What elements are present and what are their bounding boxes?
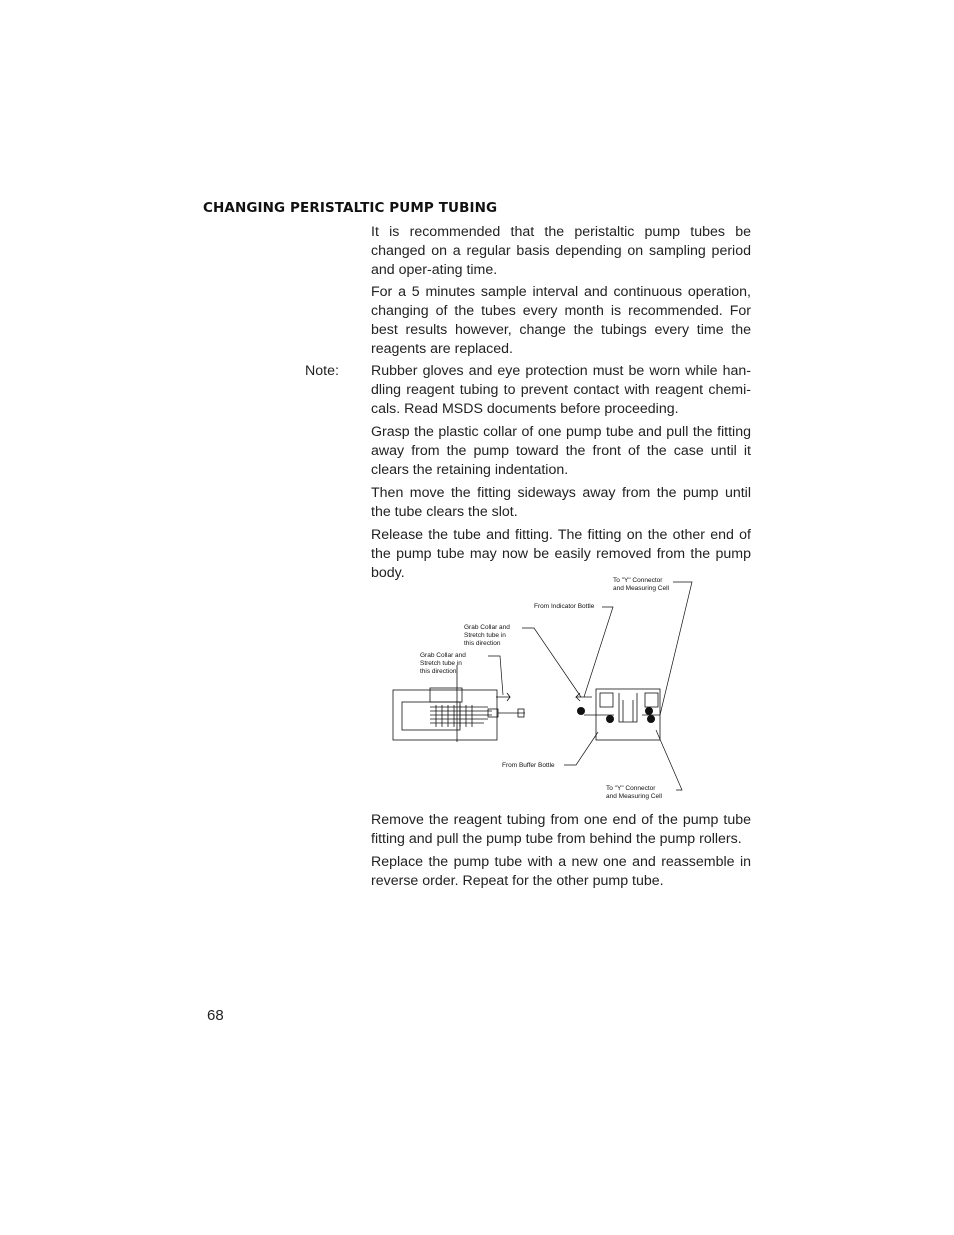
paragraph-remove-reagent-tubing: Remove the reagent tubing from one end of the pump tube fitting and pull the pump tube from behind the pump rollers. [371,812,751,847]
paragraph-interval: For a 5 minutes sample interval and continuous operation, changing of the tubes every month is recommended. For best results however, change the tubings every time the reagents are replaced. [371,284,751,357]
page-number: 68 [207,1007,224,1024]
label-grab-collar-upper-2: Stretch tube in [464,632,506,639]
label-grab-collar-upper-3: this direction [464,640,501,647]
paragraph-safety-note: Rubber gloves and eye protection must be worn while han-dling reagent tubing to prevent contact with reagent chemi-cals. Read MSDS documents before proceeding. [371,363,751,417]
label-from-buffer-bottle: From Buffer Bottle [502,762,555,769]
paragraph-grasp-collar: Grasp the plastic collar of one pump tube and pull the fitting away from the pump toward the front of the case until it clears the retaining indentation. [371,424,751,478]
paragraph-intro: It is recommended that the peristaltic pump tubes be changed on a regular basis depending on sampling period and oper-ating time. [371,224,751,278]
label-grab-collar-lower-3: this direction [420,668,457,675]
label-grab-collar-upper-1: Grab Collar and [464,624,510,631]
label-to-y-connector-bottom-1: To "Y" Connector [606,785,656,792]
leader-lines [488,582,692,790]
label-from-indicator-bottle: From Indicator Bottle [534,603,595,610]
pump-side-view [393,665,525,742]
paragraph-replace-pump-tube: Replace the pump tube with a new one and reassemble in reverse order. Repeat for the other pump tube. [371,854,751,889]
label-to-y-connector-top-1: To "Y" Connector [613,577,663,584]
pump-tube-diagram [370,570,710,805]
note-label: Note: [305,363,339,379]
label-to-y-connector-bottom-2: and Measuring Cell [606,793,663,800]
label-grab-collar-lower-2: Stretch tube in [420,660,462,667]
section-heading: CHANGING PERISTALTIC PUMP TUBING [203,200,498,216]
label-to-y-connector-top-2: and Measuring Cell [613,585,670,592]
paragraph-move-fitting: Then move the fitting sideways away from the pump until the tube clears the slot. [371,485,751,520]
label-grab-collar-lower-1: Grab Collar and [420,652,466,659]
paragraph-release-tube: Release the tube and fitting. The fitting on the other end of the pump tube may now be easily removed from the pump body. [371,527,751,581]
